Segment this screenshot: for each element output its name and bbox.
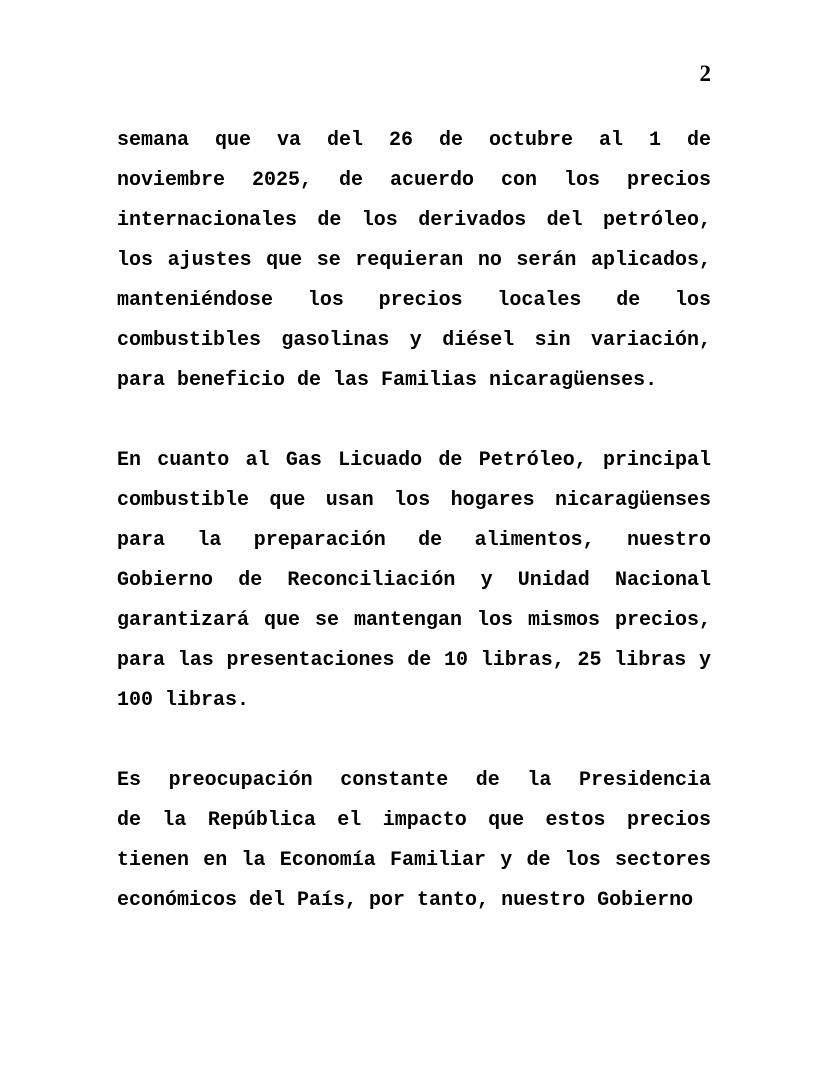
text-line: para beneficio de las Familias nicaragüenses. [117, 369, 658, 392]
text-line: de la República el impacto que estos precios [117, 809, 711, 832]
text-line: garantizará que se mantengan los mismos precios, [117, 609, 711, 632]
text-line: En cuanto al Gas Licuado de Petróleo, principal [117, 449, 711, 472]
text-line: noviembre 2025, de acuerdo con los precios [117, 169, 711, 192]
text-line: semana que va del 26 de octubre al 1 de [117, 129, 711, 152]
text-line: manteniéndose los precios locales de los [117, 289, 711, 312]
page-number: 2 [699, 61, 711, 86]
text-line: combustibles gasolinas y diésel sin variación, [117, 329, 711, 352]
text-line: 100 libras. [117, 689, 250, 712]
paragraph [117, 121, 711, 401]
text-line: combustible que usan los hogares nicaragüenses [117, 489, 711, 512]
text-line: Es preocupación constante de la Presidencia [117, 769, 711, 792]
text-line: tienen en la Economía Familiar y de los sectores [117, 849, 711, 872]
text-line: los ajustes que se requieran no serán aplicados, [117, 249, 711, 272]
paragraph [117, 441, 711, 721]
text-line: para las presentaciones de 10 libras, 25 libras y [117, 649, 711, 672]
text-line: Gobierno de Reconciliación y Unidad Nacional [117, 569, 711, 592]
document-body [117, 121, 711, 921]
text-line: internacionales de los derivados del petróleo, [117, 209, 711, 232]
text-line: económicos del País, por tanto, nuestro Gobierno [117, 889, 694, 912]
text-line: para la preparación de alimentos, nuestro [117, 529, 711, 552]
paragraph [117, 761, 711, 921]
